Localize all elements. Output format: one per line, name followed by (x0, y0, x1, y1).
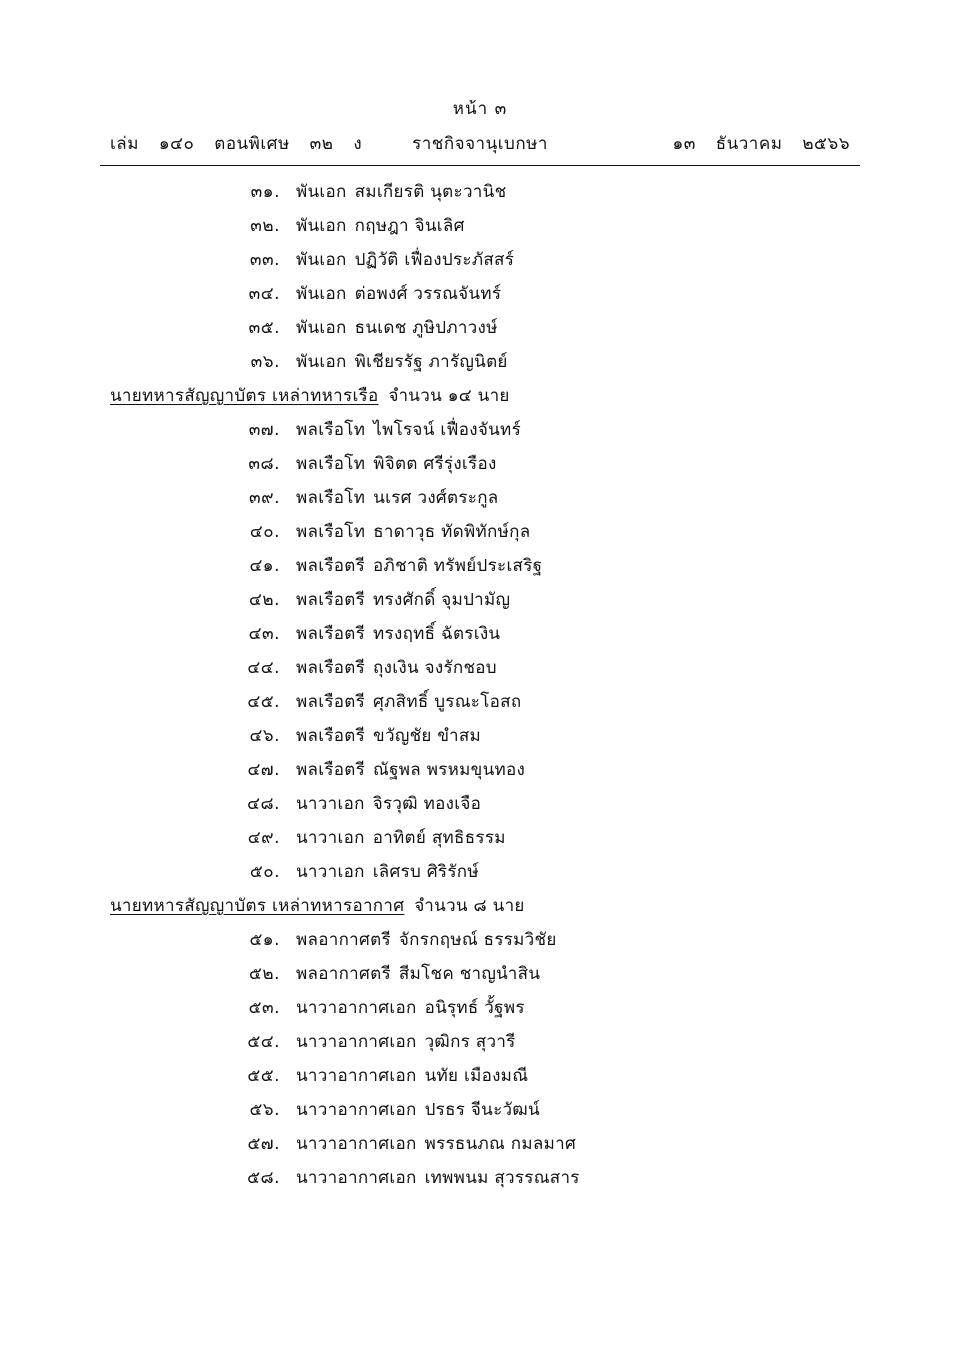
list-item-rank: พันเอก (296, 250, 347, 270)
list-item-rank: นาวาอากาศเอก (296, 1134, 417, 1154)
document-body (100, 184, 860, 1187)
list-item-name (296, 762, 525, 779)
section-heading (110, 898, 860, 915)
page-number: หน้า ๓ (452, 99, 508, 119)
list-item-name (296, 830, 506, 847)
list-item (218, 694, 860, 711)
list-item-rank: นาวาเอก (296, 828, 365, 848)
list-item-person-name: ศุภสิทธิ์ บูรณะโอสถ (373, 692, 522, 712)
list-item-name (296, 694, 521, 711)
list-item-name (296, 524, 530, 541)
section-heading-count: จำนวน ๘ นาย (414, 896, 525, 916)
list-item-number: ๕๑. (249, 930, 280, 950)
list-item-number: ๔๙. (247, 828, 280, 848)
list-item-number: ๕๖. (249, 1100, 280, 1120)
list-item-name (296, 1000, 525, 1017)
list-item-name (296, 252, 514, 269)
list-item-person-name: วุฒิกร สุวารี (424, 1032, 516, 1052)
list-item-person-name: เทพพนม สุวรรณสาร (424, 1168, 580, 1188)
masthead-date (658, 130, 850, 157)
list-item-rank: พลอากาศตรี (296, 930, 391, 950)
list-item-person-name: อภิชาติ ทรัพย์ประเสริฐ (373, 556, 543, 576)
list-item-rank: นาวาอากาศเอก (296, 1066, 417, 1086)
list-item-number: ๓๗. (248, 420, 280, 440)
list-item-number: ๓๖. (250, 352, 280, 372)
list-item (218, 422, 860, 439)
list-item-name (296, 796, 481, 813)
date-year: ๒๕๖๖ (802, 134, 850, 154)
list-item-name (296, 932, 557, 949)
list-item-rank: นาวาอากาศเอก (296, 1032, 417, 1052)
list-item-rank: พันเอก (296, 352, 347, 372)
list-item (218, 864, 860, 881)
list-item (218, 490, 860, 507)
list-item-name (296, 1034, 516, 1051)
list-item-rank: นาวาเอก (296, 794, 365, 814)
list-item-number: ๕๓. (248, 998, 280, 1018)
list-item (218, 558, 860, 575)
list-item-name (296, 728, 481, 745)
list-item-person-name: อนิรุทธ์ วั้ฐพร (424, 998, 525, 1018)
list-item-person-name: กฤษฎา จินเลิศ (354, 216, 465, 236)
list-item (218, 252, 860, 269)
list-item-number: ๔๒. (249, 590, 280, 610)
list-item-number: ๔๐. (249, 522, 280, 542)
masthead-divider (100, 165, 860, 166)
list-item (218, 932, 860, 949)
list-item-person-name: พรรธนภณ กมลมาศ (424, 1134, 577, 1154)
list-item-name (296, 320, 498, 337)
section-heading-count: จำนวน ๑๔ นาย (388, 386, 510, 406)
list-item-number: ๓๓. (249, 250, 280, 270)
masthead (100, 130, 860, 163)
list-item-name (296, 864, 479, 881)
list-item-person-name: พิจิตต ศรีรุ่งเรือง (373, 454, 497, 474)
list-item-name (296, 558, 542, 575)
list-item-person-name: ทรงศักดิ์ จุมปามัญ (373, 590, 511, 610)
section-suffix: ง (353, 134, 363, 154)
list-item-name (296, 354, 508, 371)
list-item-person-name: อาทิตย์ สุทธิธรรม (372, 828, 506, 848)
list-item-person-name: ธนเดช ภูษิปภาวงษ์ (354, 318, 498, 338)
list-item-name (296, 490, 499, 507)
list-item-rank: นาวาเอก (296, 862, 365, 882)
list-item (218, 830, 860, 847)
list-item-person-name: นทัย เมืองมณี (424, 1066, 529, 1086)
date-day: ๑๓ (672, 134, 696, 154)
list-item-rank: พลเรือตรี (296, 624, 366, 644)
list-item-name (296, 184, 506, 201)
list-item-rank: พันเอก (296, 284, 347, 304)
section-label: ตอนพิเศษ (214, 134, 290, 154)
list-item-number: ๓๙. (249, 488, 280, 508)
list-item-number: ๕๐. (249, 862, 280, 882)
list-item (218, 592, 860, 609)
list-item-person-name: จิรวุฒิ ทองเจือ (372, 794, 482, 814)
list-item-number: ๕๒. (249, 964, 280, 984)
list-item-rank: พลเรือตรี (296, 658, 366, 678)
list-item (218, 1034, 860, 1051)
list-item-person-name: ขวัญชัย ขำสม (373, 726, 482, 746)
list-item-name (296, 1136, 576, 1153)
list-item-rank: พลเรือโท (296, 488, 366, 508)
list-item-person-name: ปฏิวัติ เฟื่องประภัสสร์ (354, 250, 515, 270)
list-item-rank: พลเรือตรี (296, 692, 366, 712)
list-item-person-name: ปรธร จีนะวัฒน์ (424, 1100, 540, 1120)
list-item-number: ๕๗. (247, 1134, 280, 1154)
section-value: ๓๒ (309, 134, 334, 154)
list-item-number: ๔๓. (248, 624, 280, 644)
list-item-number: ๓๘. (248, 454, 280, 474)
list-item-person-name: ทรงฤทธิ์ ฉัตรเงิน (373, 624, 501, 644)
list-item-rank: นาวาอากาศเอก (296, 1168, 417, 1188)
list-item-name (296, 422, 521, 439)
list-item-number: ๔๑. (249, 556, 280, 576)
list-item (218, 762, 860, 779)
list-item-number: ๔๗. (247, 760, 280, 780)
list-item-rank: นาวาอากาศเอก (296, 1100, 417, 1120)
list-item-name (296, 592, 510, 609)
list-item-number: ๕๘. (247, 1168, 280, 1188)
list-item-person-name: พิเชียรรัฐ ภารัญนิตย์ (354, 352, 508, 372)
list-item (218, 320, 860, 337)
list-item-name (296, 1102, 540, 1119)
list-item-rank: พันเอก (296, 216, 347, 236)
list-item-name (296, 626, 500, 643)
volume-label: เล่ม (110, 134, 139, 154)
list-item-number: ๔๘. (247, 794, 280, 814)
list-item (218, 354, 860, 371)
list-item-name (296, 966, 540, 983)
list-item-number: ๓๕. (248, 318, 280, 338)
list-item (218, 796, 860, 813)
list-item-person-name: นเรศ วงศ์ตระกูล (373, 488, 499, 508)
list-item-rank: พันเอก (296, 182, 347, 202)
list-item-number: ๕๔. (247, 1032, 280, 1052)
list-item (218, 184, 860, 201)
list-item (218, 524, 860, 541)
section-heading-title: นายทหารสัญญาบัตร เหล่าทหารอากาศ (110, 896, 405, 916)
list-item-rank: พลอากาศตรี (296, 964, 391, 984)
section-heading-title: นายทหารสัญญาบัตร เหล่าทหารเรือ (110, 386, 379, 406)
date-month: ธันวาคม (715, 134, 783, 154)
list-item-person-name: เลิศรบ ศิริรักษ์ (372, 862, 479, 882)
list-item-person-name: สีมโชค ชาญนำสิน (398, 964, 541, 984)
gazette-title: ราชกิจจานุเบกษา (412, 134, 548, 154)
list-item-name (296, 1068, 528, 1085)
list-item-number: ๔๖. (249, 726, 280, 746)
list-item-rank: พลเรือตรี (296, 556, 366, 576)
list-item-rank: พลเรือโท (296, 522, 366, 542)
list-item-person-name: ต่อพงศ์ วรรณจันทร์ (354, 284, 502, 304)
list-item-person-name: สมเกียรติ นุตะวานิช (354, 182, 507, 202)
list-item-number: ๓๒. (250, 216, 280, 236)
list-item-rank: พลเรือโท (296, 420, 366, 440)
list-item-person-name: ณัฐพล พรหมขุนทอง (373, 760, 526, 780)
list-item-number: ๔๕. (247, 692, 280, 712)
section-heading (110, 388, 860, 405)
list-item (218, 966, 860, 983)
list-item (218, 1068, 860, 1085)
list-item-person-name: จักรกฤษณ์ ธรรมวิชัย (398, 930, 557, 950)
list-item (218, 626, 860, 643)
list-item-rank: พันเอก (296, 318, 347, 338)
list-item-rank: พลเรือตรี (296, 726, 366, 746)
list-item (218, 660, 860, 677)
list-item (218, 1170, 860, 1187)
list-item (218, 1000, 860, 1017)
list-item-number: ๕๕. (247, 1066, 280, 1086)
volume-value: ๑๔๐ (158, 134, 195, 154)
list-item (218, 456, 860, 473)
masthead-volume (110, 130, 376, 157)
list-item (218, 286, 860, 303)
list-item-number: ๓๑. (250, 182, 280, 202)
list-item-rank: พลเรือตรี (296, 590, 366, 610)
list-item (218, 728, 860, 745)
list-item-name (296, 286, 501, 303)
list-item-rank: พลเรือโท (296, 454, 366, 474)
list-item-number: ๔๔. (247, 658, 280, 678)
list-item-person-name: ธาดาวุธ ทัดพิทักษ์กุล (373, 522, 531, 542)
list-item-person-name: ถุงเงิน จงรักชอบ (373, 658, 497, 678)
list-item (218, 218, 860, 235)
list-item-name (296, 660, 497, 677)
list-item-name (296, 218, 465, 235)
list-item-rank: พลเรือตรี (296, 760, 366, 780)
list-item-person-name: ไพโรจน์ เฟื่องจันทร์ (373, 420, 521, 440)
list-item-rank: นาวาอากาศเอก (296, 998, 417, 1018)
list-item (218, 1136, 860, 1153)
list-item-name (296, 456, 497, 473)
list-item-name (296, 1170, 580, 1187)
list-item-number: ๓๔. (248, 284, 280, 304)
list-item (218, 1102, 860, 1119)
